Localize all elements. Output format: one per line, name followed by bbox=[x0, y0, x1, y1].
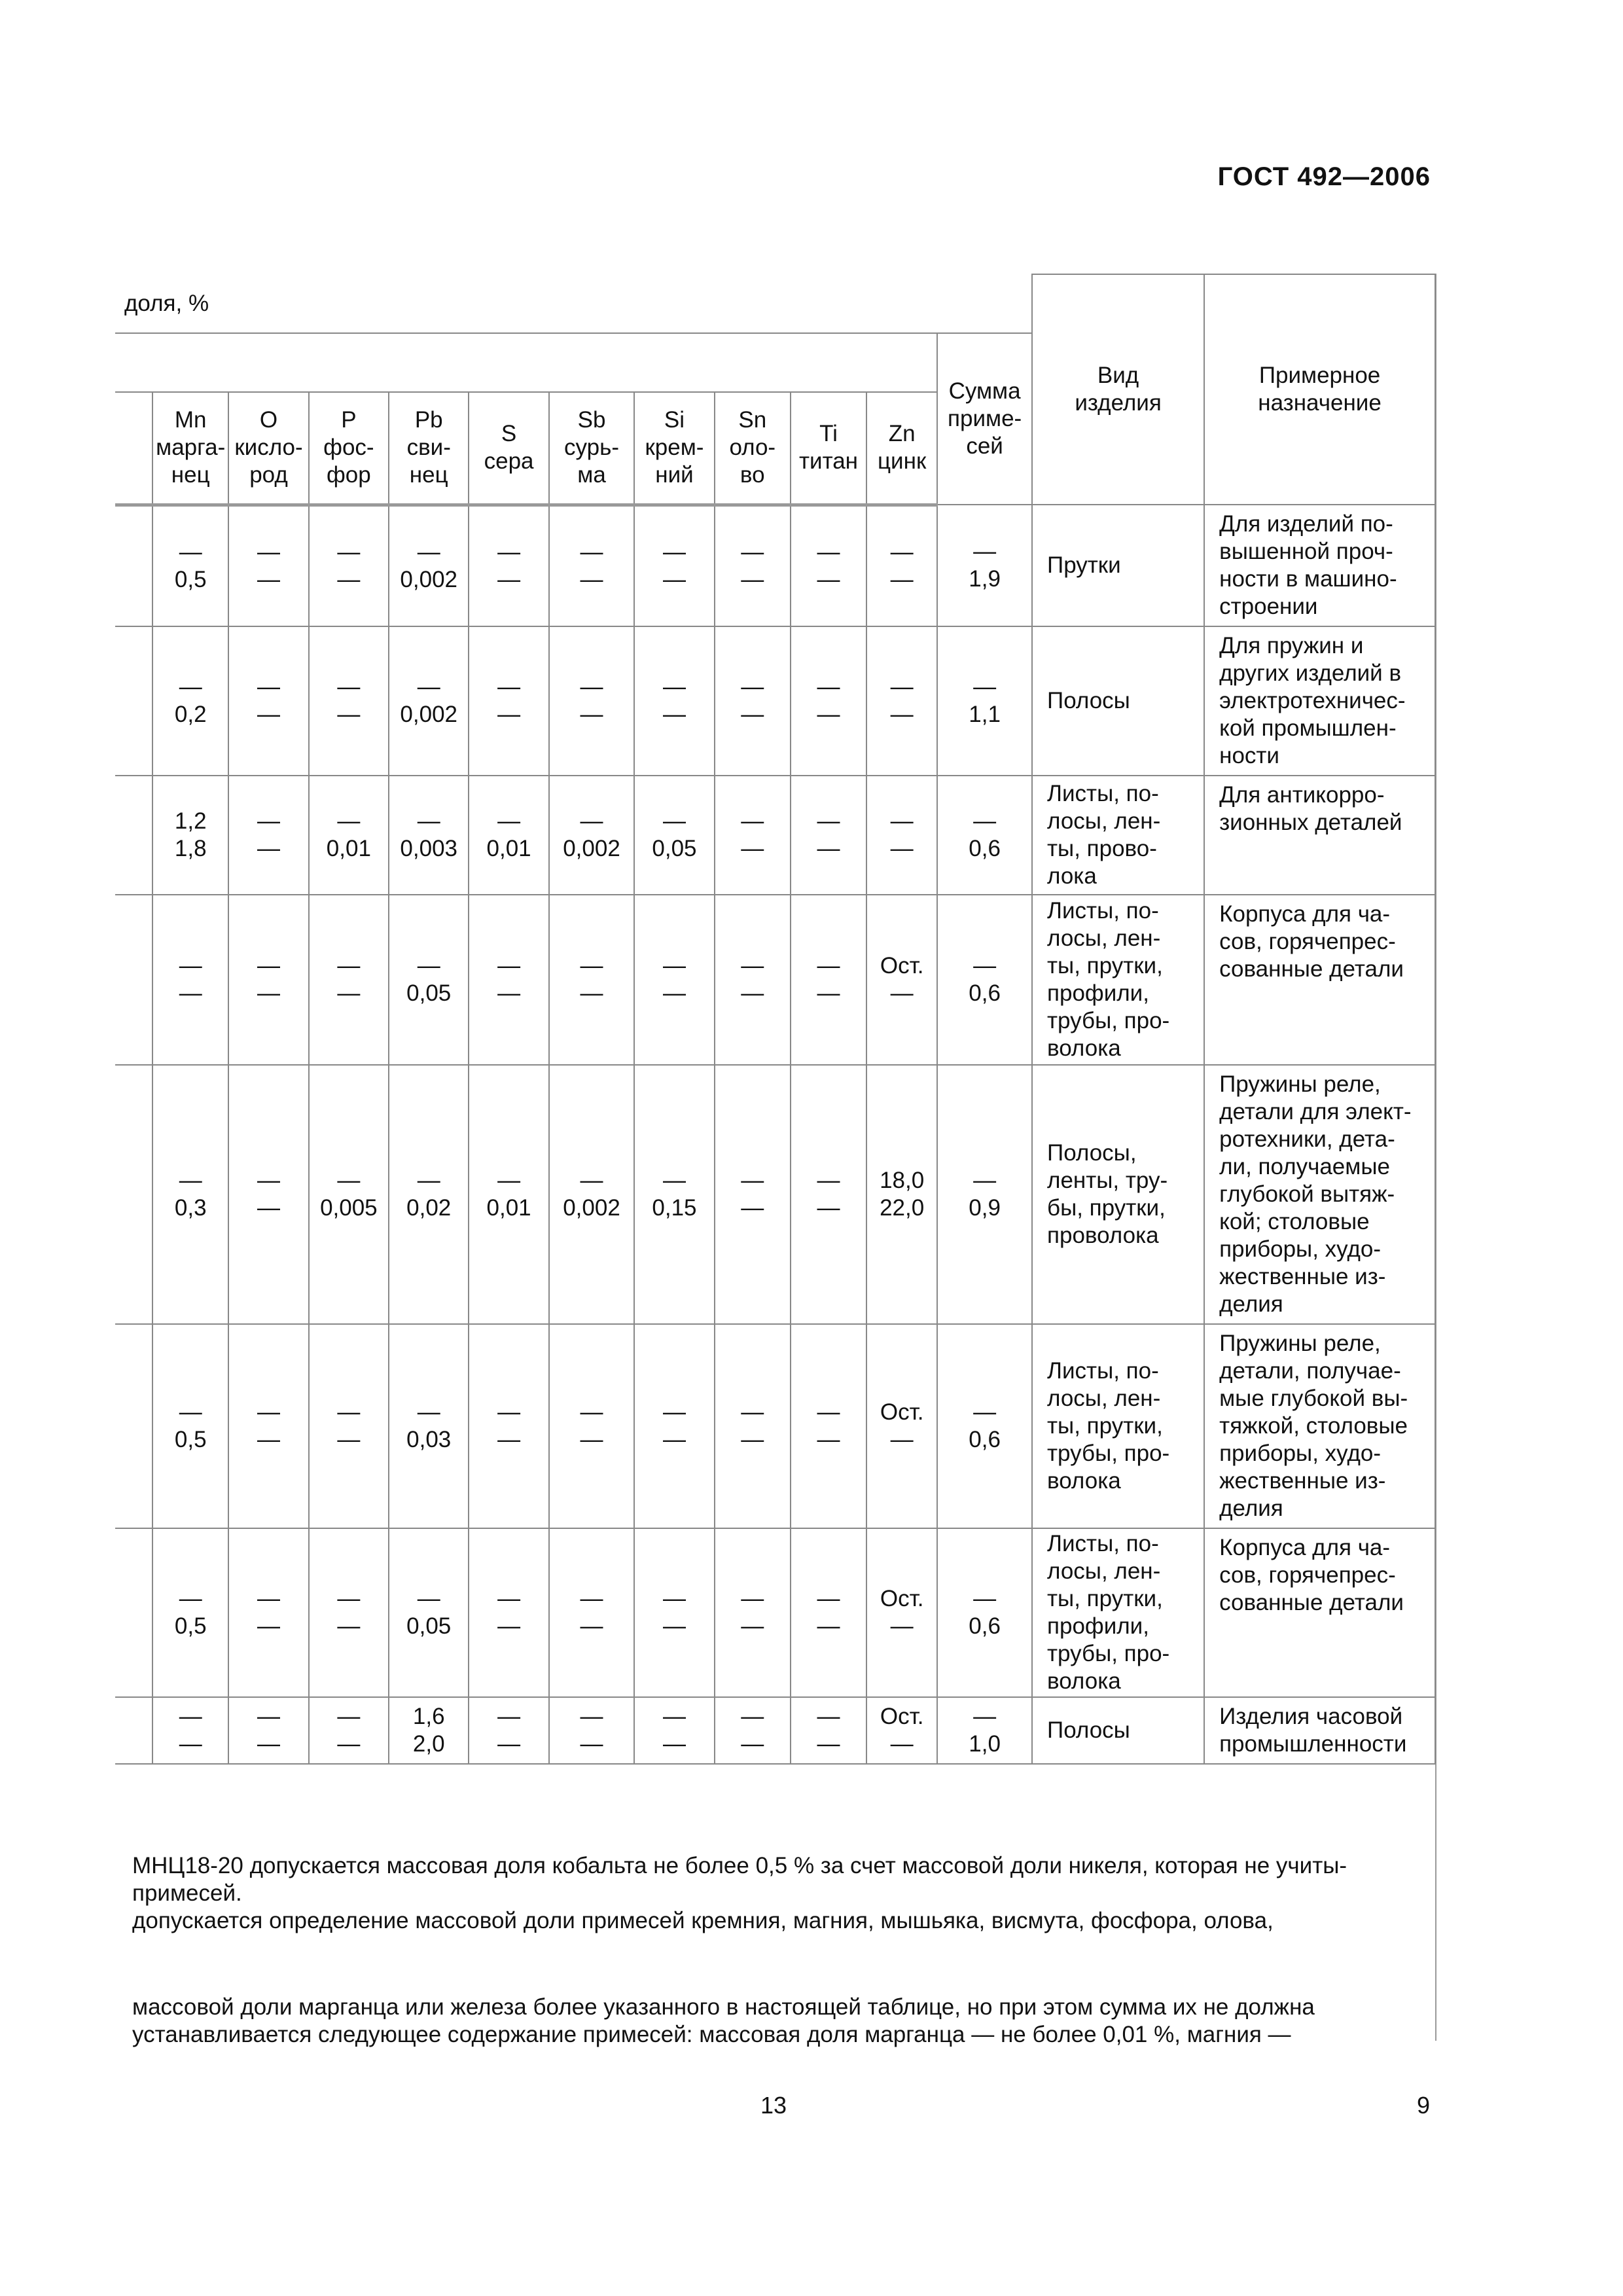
table-cell: — — bbox=[228, 776, 308, 895]
table-cell: — — bbox=[228, 626, 308, 776]
product-type-cell: Прутки bbox=[1032, 505, 1204, 626]
col-header-o: O кисло- род bbox=[228, 392, 308, 505]
table-cell: — — bbox=[715, 505, 791, 626]
table-row bbox=[115, 626, 1435, 776]
col-header-sn: Sn оло- во bbox=[715, 392, 791, 505]
table-cell: — — bbox=[715, 776, 791, 895]
lead-cell bbox=[115, 392, 152, 505]
purpose-cell: Пружины реле, детали для элект- ротехники, дета- ли, получаемые глубокой вытяж- кой; столовые приборы, худо- жественные из- делия bbox=[1204, 1065, 1435, 1324]
col-header-mn: Mn марга- нец bbox=[152, 392, 228, 505]
table-cell: — — bbox=[152, 1697, 228, 1764]
product-type-cell: Листы, по- лосы, лен- ты, прутки, профили, трубы, про- волока bbox=[1032, 895, 1204, 1065]
table-cell: Ост. — bbox=[866, 1528, 937, 1697]
table-cell: — 0,15 bbox=[634, 1065, 714, 1324]
table-cell: — — bbox=[634, 1697, 714, 1764]
col-header-name: сера bbox=[484, 448, 534, 475]
note-line-4: массовой доли марганца или железа более указанного в настоящей таблице, но при этом сумма их не должна bbox=[132, 1994, 1315, 2020]
table-cell: — — bbox=[152, 895, 228, 1065]
table-cell: — — bbox=[791, 895, 866, 1065]
lead-cell bbox=[115, 626, 152, 776]
document-id: ГОСТ 492—2006 bbox=[1217, 162, 1431, 191]
col-header-name: цинк bbox=[878, 448, 927, 475]
col-header-name: кисло- род bbox=[234, 435, 303, 488]
table-cell: — — bbox=[866, 626, 937, 776]
table-cell: — — bbox=[715, 895, 791, 1065]
table-row bbox=[115, 505, 1435, 626]
table-cell: — 0,05 bbox=[389, 1528, 469, 1697]
table-cell: — — bbox=[634, 1324, 714, 1528]
table-cell: — 0,01 bbox=[469, 1065, 548, 1324]
table-cell: — — bbox=[791, 505, 866, 626]
table-cell: — — bbox=[549, 1528, 635, 1697]
table-cell: — 0,9 bbox=[937, 1065, 1032, 1324]
table-cell: 1,6 2,0 bbox=[389, 1697, 469, 1764]
table-cell: — 0,2 bbox=[152, 626, 228, 776]
table-cell: — 0,002 bbox=[389, 626, 469, 776]
table-row bbox=[115, 1697, 1435, 1764]
table-cell: — 0,003 bbox=[389, 776, 469, 895]
purpose-cell: Пружины реле, детали, получае- мые глубокой вы- тяжкой, столовые приборы, худо- жественные из- делия bbox=[1204, 1324, 1435, 1528]
purpose-cell: Для антикорро- зионных деталей bbox=[1204, 776, 1435, 895]
col-header-ti: Ti титан bbox=[791, 392, 866, 505]
table-cell: — — bbox=[715, 1697, 791, 1764]
naz-header: Примерное назначение bbox=[1204, 274, 1435, 505]
table-cell: — — bbox=[228, 1697, 308, 1764]
table-cell: 1,2 1,8 bbox=[152, 776, 228, 895]
purpose-cell: Для пружин и других изделий в электротехничес- кой промышлен- ности bbox=[1204, 626, 1435, 776]
page-number-left: 13 bbox=[760, 2092, 787, 2119]
table-cell: — — bbox=[549, 1697, 635, 1764]
table-row bbox=[115, 776, 1435, 895]
table-cell: — — bbox=[469, 626, 548, 776]
table-cell: — 0,3 bbox=[152, 1065, 228, 1324]
lead-cell bbox=[115, 895, 152, 1065]
table-row bbox=[115, 1324, 1435, 1528]
product-type-cell: Полосы bbox=[1032, 1697, 1204, 1764]
composition-table bbox=[115, 274, 1436, 1765]
table-cell: — — bbox=[791, 1065, 866, 1324]
col-header-name: крем- ний bbox=[645, 435, 704, 488]
table-cell: — — bbox=[634, 626, 714, 776]
table-cell: — — bbox=[549, 1324, 635, 1528]
table-cell: — — bbox=[634, 505, 714, 626]
table-cell: — 0,6 bbox=[937, 1528, 1032, 1697]
table-cell: — — bbox=[791, 776, 866, 895]
table-cell: — — bbox=[469, 1324, 548, 1528]
table-cell: — — bbox=[791, 1324, 866, 1528]
table-cell: — — bbox=[309, 1324, 389, 1528]
sum-header: Сумма приме- сей bbox=[937, 333, 1032, 505]
table-cell: — — bbox=[469, 505, 548, 626]
table-cell: — — bbox=[715, 626, 791, 776]
table-cell: — — bbox=[549, 505, 635, 626]
lead-cell bbox=[115, 1528, 152, 1697]
table-row bbox=[115, 1065, 1435, 1324]
purpose-cell: Для изделий по- вышенной проч- ности в машино- строении bbox=[1204, 505, 1435, 626]
header-spacer bbox=[115, 333, 937, 392]
purpose-cell: Корпуса для ча- сов, горячепрес- сованные детали bbox=[1204, 1528, 1435, 1697]
table-cell: — — bbox=[228, 1324, 308, 1528]
table-cell: — — bbox=[791, 1528, 866, 1697]
table-cell: — — bbox=[791, 626, 866, 776]
table-cell: — — bbox=[228, 1065, 308, 1324]
table-cell: Ост. — bbox=[866, 1697, 937, 1764]
product-type-cell: Листы, по- лосы, лен- ты, прово- лока bbox=[1032, 776, 1204, 895]
col-header-s: S сера bbox=[469, 392, 548, 505]
note-line-3: допускается определение массовой доли примесей кремния, магния, мышьяка, висмута, фосфора, олова, bbox=[132, 1908, 1274, 1933]
table-cell: — — bbox=[469, 1528, 548, 1697]
table-cell: — — bbox=[469, 895, 548, 1065]
table-cell: — — bbox=[715, 1065, 791, 1324]
table-cell: — 0,05 bbox=[634, 776, 714, 895]
table-cell: — 0,6 bbox=[937, 1324, 1032, 1528]
notes-block-1 bbox=[132, 1852, 1421, 1935]
col-header-p: P фос- фор bbox=[309, 392, 389, 505]
table-cell: — 0,01 bbox=[469, 776, 548, 895]
col-header-name: оло- во bbox=[729, 435, 776, 488]
table-cell: — 0,5 bbox=[152, 1324, 228, 1528]
product-type-cell: Листы, по- лосы, лен- ты, прутки, трубы, про- волока bbox=[1032, 1324, 1204, 1528]
table-cell: — — bbox=[469, 1697, 548, 1764]
table-cell: — — bbox=[228, 895, 308, 1065]
table-row bbox=[115, 895, 1435, 1065]
page-number-right: 9 bbox=[1417, 2092, 1431, 2119]
vid-header: Вид изделия bbox=[1032, 274, 1204, 505]
table-cell: — 0,02 bbox=[389, 1065, 469, 1324]
note-line-2: примесей. bbox=[132, 1880, 242, 1906]
product-type-cell: Листы, по- лосы, лен- ты, прутки, профили, трубы, про- волока bbox=[1032, 1528, 1204, 1697]
col-header-name: марга- нец bbox=[156, 435, 226, 488]
table-cell: — 0,002 bbox=[389, 505, 469, 626]
product-type-cell: Полосы bbox=[1032, 626, 1204, 776]
note-line-1: МНЦ18-20 допускается массовая доля кобальта не более 0,5 % за счет массовой доли никеля, которая не учиты- bbox=[132, 1853, 1347, 1878]
table-cell: — — bbox=[228, 505, 308, 626]
table-cell: — — bbox=[309, 895, 389, 1065]
purpose-cell: Изделия часовой промышленности bbox=[1204, 1697, 1435, 1764]
col-header-name: титан bbox=[798, 448, 858, 475]
group-header: доля, % bbox=[115, 274, 1032, 333]
lead-cell bbox=[115, 1697, 152, 1764]
table-cell: — — bbox=[549, 895, 635, 1065]
table-cell: — — bbox=[309, 505, 389, 626]
lead-cell bbox=[115, 776, 152, 895]
col-header-name: сви- нец bbox=[406, 435, 451, 488]
table-cell: — 0,002 bbox=[549, 776, 635, 895]
table-cell: — 0,005 bbox=[309, 1065, 389, 1324]
col-header-zn: Zn цинк bbox=[866, 392, 937, 505]
table-cell: — — bbox=[634, 895, 714, 1065]
table-cell: — — bbox=[791, 1697, 866, 1764]
table-cell: — 1,9 bbox=[937, 505, 1032, 626]
note-line-5: устанавливается следующее содержание примесей: массовая доля марганца — не более 0,01 %, магния — bbox=[132, 2022, 1291, 2047]
table-cell: — 0,05 bbox=[389, 895, 469, 1065]
col-header-name: сурь- ма bbox=[564, 435, 619, 488]
col-header-sb: Sb сурь- ма bbox=[549, 392, 635, 505]
lead-cell bbox=[115, 1324, 152, 1528]
table-cell: — 0,03 bbox=[389, 1324, 469, 1528]
table-cell: — — bbox=[228, 1528, 308, 1697]
table-cell: — — bbox=[309, 1697, 389, 1764]
table-cell: 18,0 22,0 bbox=[866, 1065, 937, 1324]
table-cell: — 1,0 bbox=[937, 1697, 1032, 1764]
table-cell: — 0,6 bbox=[937, 895, 1032, 1065]
table-cell: Ост. — bbox=[866, 895, 937, 1065]
table-cell: — 0,6 bbox=[937, 776, 1032, 895]
table-cell: — 1,1 bbox=[937, 626, 1032, 776]
product-type-cell: Полосы, ленты, тру- бы, прутки, проволока bbox=[1032, 1065, 1204, 1324]
table-cell: — — bbox=[866, 505, 937, 626]
table-cell: Ост. — bbox=[866, 1324, 937, 1528]
table-cell: — — bbox=[715, 1528, 791, 1697]
col-header-name: фос- фор bbox=[323, 435, 374, 488]
lead-cell bbox=[115, 1065, 152, 1324]
notes-block-2 bbox=[132, 1994, 1421, 2049]
table-cell: — — bbox=[715, 1324, 791, 1528]
table-cell: — 0,5 bbox=[152, 1528, 228, 1697]
col-header-si: Si крем- ний bbox=[634, 392, 714, 505]
table-cell: — — bbox=[549, 626, 635, 776]
table-cell: — — bbox=[309, 626, 389, 776]
table-cell: — 0,5 bbox=[152, 505, 228, 626]
col-header-pb: Pb сви- нец bbox=[389, 392, 469, 505]
table-cell: — — bbox=[634, 1528, 714, 1697]
table-cell: — 0,01 bbox=[309, 776, 389, 895]
lead-cell bbox=[115, 505, 152, 626]
table-cell: — — bbox=[309, 1528, 389, 1697]
table-cell: — 0,002 bbox=[549, 1065, 635, 1324]
table-row bbox=[115, 1528, 1435, 1697]
purpose-cell: Корпуса для ча- сов, горячепрес- сованные детали bbox=[1204, 895, 1435, 1065]
table-cell: — — bbox=[866, 776, 937, 895]
